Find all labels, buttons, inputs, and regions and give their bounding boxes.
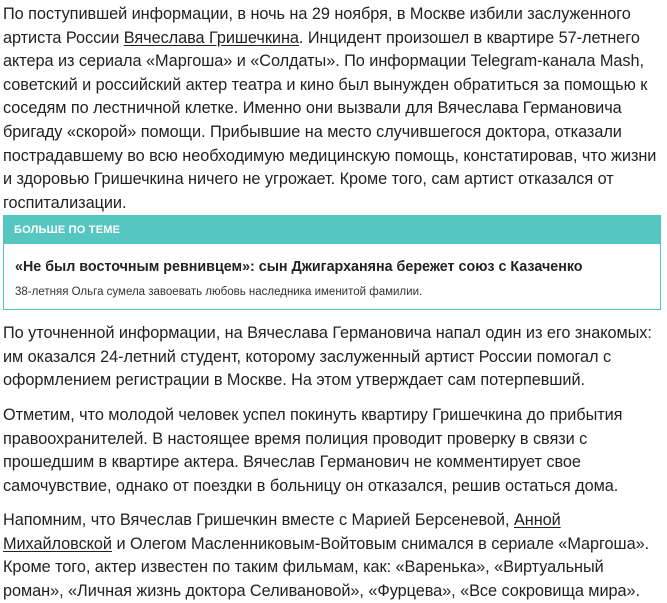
- paragraph-text: и Олегом Масленниковым-Войтовым снимался в сериале «Маргоша». Кроме того, актер известен по таким фильмам, как: «Варенька», «Виртуальный роман», «Личная жизнь доктора Селивановой», «Фурцева», «Все сокровища мира».: [3, 534, 650, 600]
- link-anna-mikhailovskaya[interactable]: Анной Михайловской: [3, 511, 561, 553]
- article-paragraph-3: Отметим, что молодой человек успел покинуть квартиру Гришечкина до прибытия правоохранителей. В настоящее время полиция проводит проверку в связи с прошедшим в квартире актера. Вячеслав Германович не комментирует свое самочувствие, однако от поездки в больницу он отказался, решив остаться дома.: [3, 406, 623, 495]
- related-header: БОЛЬШЕ ПО ТЕМЕ: [4, 216, 660, 244]
- article-paragraph-1: [3, 3, 665, 215]
- paragraph-text: По поступившей информации, в ночь на 29 ноября, в Москве избили заслуженного артиста России: [3, 5, 631, 47]
- link-vyacheslav-grishechkin[interactable]: Вячеслава Гришечкина: [123, 28, 299, 47]
- related-article-link[interactable]: «Не был восточным ревнивцем»: сын Джигарханяна бережет союз с Казаченко: [15, 259, 583, 275]
- article-paragraph-4: [3, 509, 665, 603]
- related-article-subtitle: 38-летняя Ольга сумела завоевать любовь наследника именитой фамилии.: [15, 286, 423, 298]
- paragraph-text: Напомним, что Вячеслав Гришечкин вместе с Марией Берсеневой,: [3, 511, 514, 529]
- related-article-box: [3, 215, 661, 310]
- paragraph-text: . Инцидент произошел в квартире 57-летнего актера из сериала «Маргоша» и «Солдаты». По информации Telegram-канала Mash, советский и российский актер театра и кино был вынужден обратиться за помощью к соседям по лестничной клетке. Именно они вызвали для Вячеслава Германовича бригаду «скорой» помощи. Прибывшие на место случившегося доктора, отказали пострадавшему во всю необходимую медицинскую помощь, констатировав, что жизни и здоровью Гришечкина ничего не угрожает. Кроме того, сам артист отказался от госпитализации.: [3, 28, 657, 212]
- article-paragraph-2: По уточненной информации, на Вячеслава Германовича напал один из его знакомых: им оказался 24-летний студент, которому заслуженный артист России помогал с оформлением регистрации в Москве. На этом утверждает сам потерпевший.: [3, 324, 652, 390]
